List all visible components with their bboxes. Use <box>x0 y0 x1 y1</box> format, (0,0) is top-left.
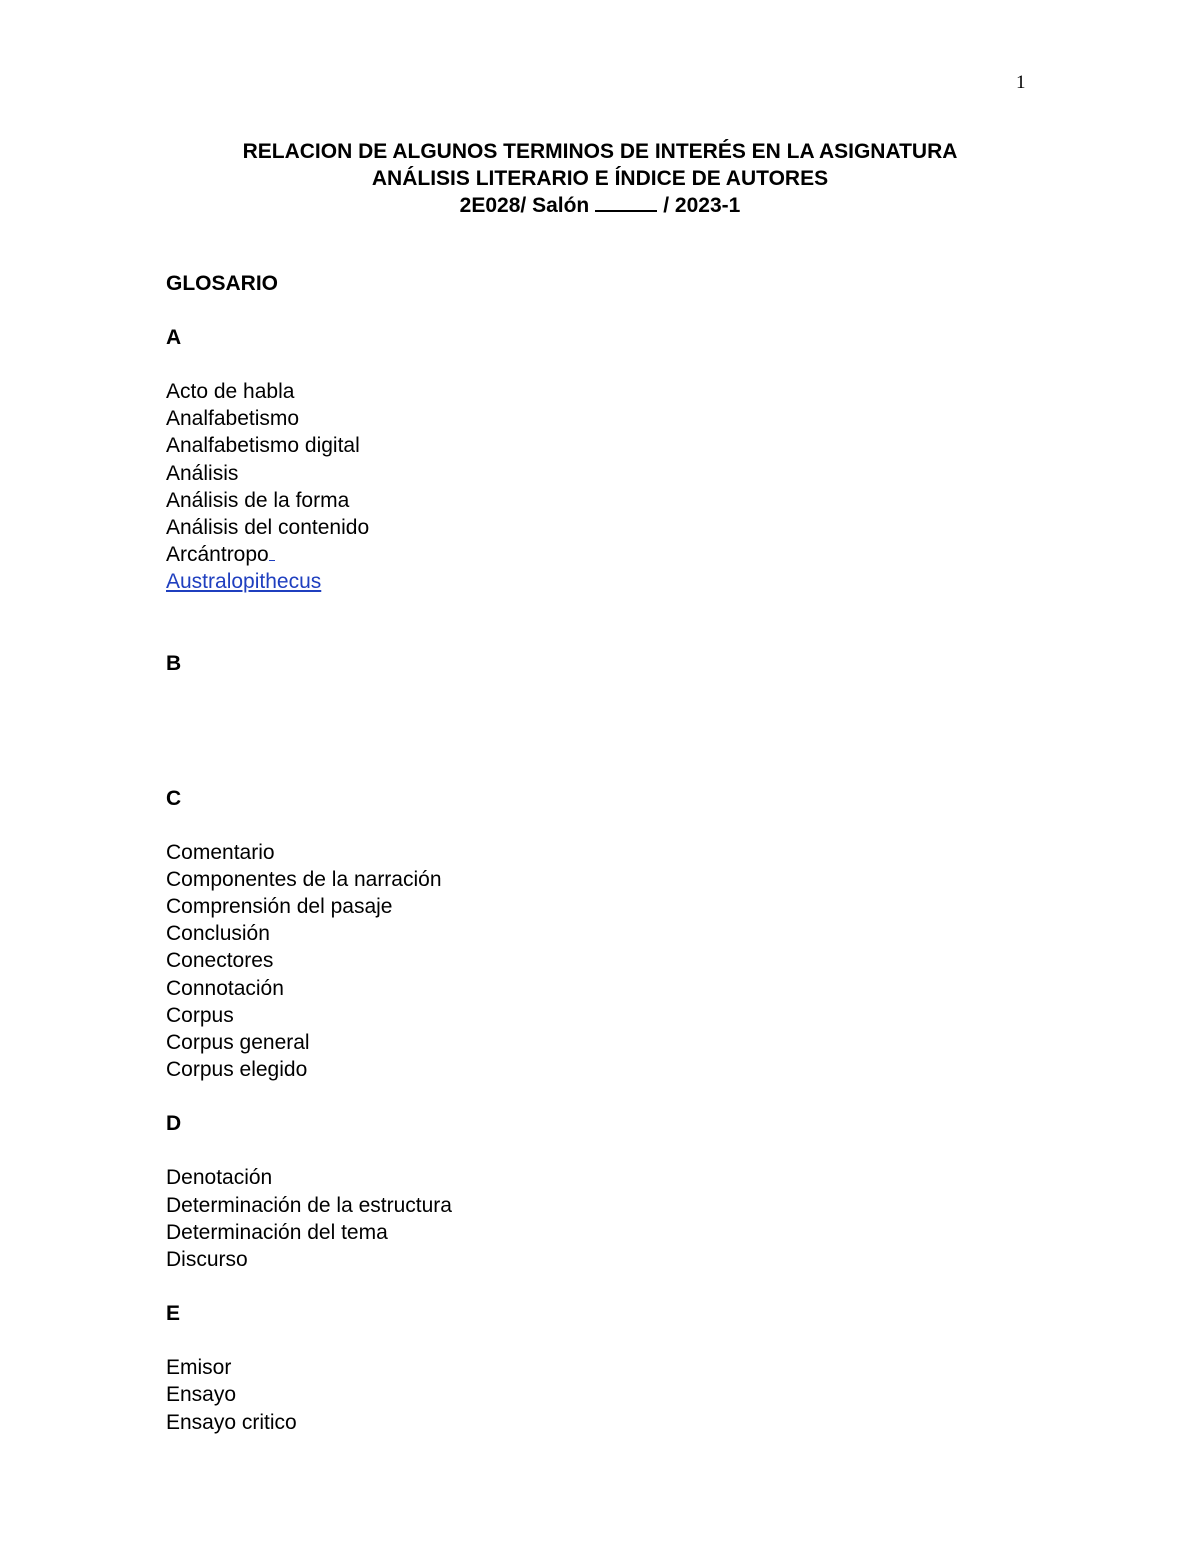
list-item: Analfabetismo digital <box>166 434 360 458</box>
list-item: Análisis de la forma <box>166 488 350 512</box>
title-line-3 <box>0 192 1200 219</box>
list-item: Discurso <box>166 1248 248 1272</box>
section-letter-c: C <box>166 786 182 810</box>
section-e <box>166 1300 1066 1436</box>
title-line-1: RELACION DE ALGUNOS TERMINOS DE INTERÉS EN LA ASIGNATURA <box>242 140 958 163</box>
section-letter-e: E <box>166 1302 181 1326</box>
term-text: Arcántropo <box>166 543 269 567</box>
section-d <box>166 1110 1066 1273</box>
salon-blank-line <box>595 194 657 212</box>
list-item <box>166 541 1066 568</box>
term-list-a <box>166 378 1066 596</box>
title-line-2: ANÁLISIS LITERARIO E ÍNDICE DE AUTORES <box>371 167 829 190</box>
list-item: Componentes de la narración <box>166 867 442 891</box>
list-item: Connotación <box>166 976 284 1000</box>
list-item: Análisis <box>166 461 239 485</box>
section-letter-d: D <box>166 1112 182 1136</box>
title-term: / 2023-1 <box>663 194 741 217</box>
list-item: Comprensión del pasaje <box>166 895 393 919</box>
list-item: Corpus general <box>166 1031 310 1055</box>
glossary-content <box>166 270 1066 1436</box>
glosario-heading: GLOSARIO <box>166 272 279 295</box>
list-item: Emisor <box>166 1356 232 1380</box>
section-letter-a: A <box>166 326 182 349</box>
list-item: Corpus elegido <box>166 1058 308 1082</box>
list-item <box>166 568 1066 595</box>
list-item: Análisis del contenido <box>166 516 370 540</box>
list-item: Conectores <box>166 949 274 973</box>
australopithecus-link[interactable]: Australopithecus <box>166 570 322 594</box>
document-title <box>0 138 1200 219</box>
term-list-c <box>166 839 1066 1084</box>
list-item: Ensayo <box>166 1383 237 1407</box>
trailing-underline <box>269 542 275 561</box>
list-item: Comentario <box>166 840 275 864</box>
term-list-e <box>166 1354 1066 1436</box>
section-c <box>166 785 1066 1084</box>
list-item: Ensayo critico <box>166 1410 297 1434</box>
list-item: Corpus <box>166 1003 234 1027</box>
list-item: Acto de habla <box>166 380 295 403</box>
section-letter-b: B <box>166 651 182 675</box>
section-b <box>166 650 1066 678</box>
title-course-code: 2E028/ Salón <box>459 194 590 217</box>
list-item: Denotación <box>166 1166 273 1190</box>
term-list-d <box>166 1164 1066 1273</box>
list-item: Determinación del tema <box>166 1220 388 1244</box>
list-item: Analfabetismo <box>166 407 300 431</box>
section-a <box>166 324 1066 596</box>
page-number: 1 <box>1016 72 1026 93</box>
list-item: Determinación de la estructura <box>166 1193 452 1217</box>
list-item: Conclusión <box>166 922 270 946</box>
